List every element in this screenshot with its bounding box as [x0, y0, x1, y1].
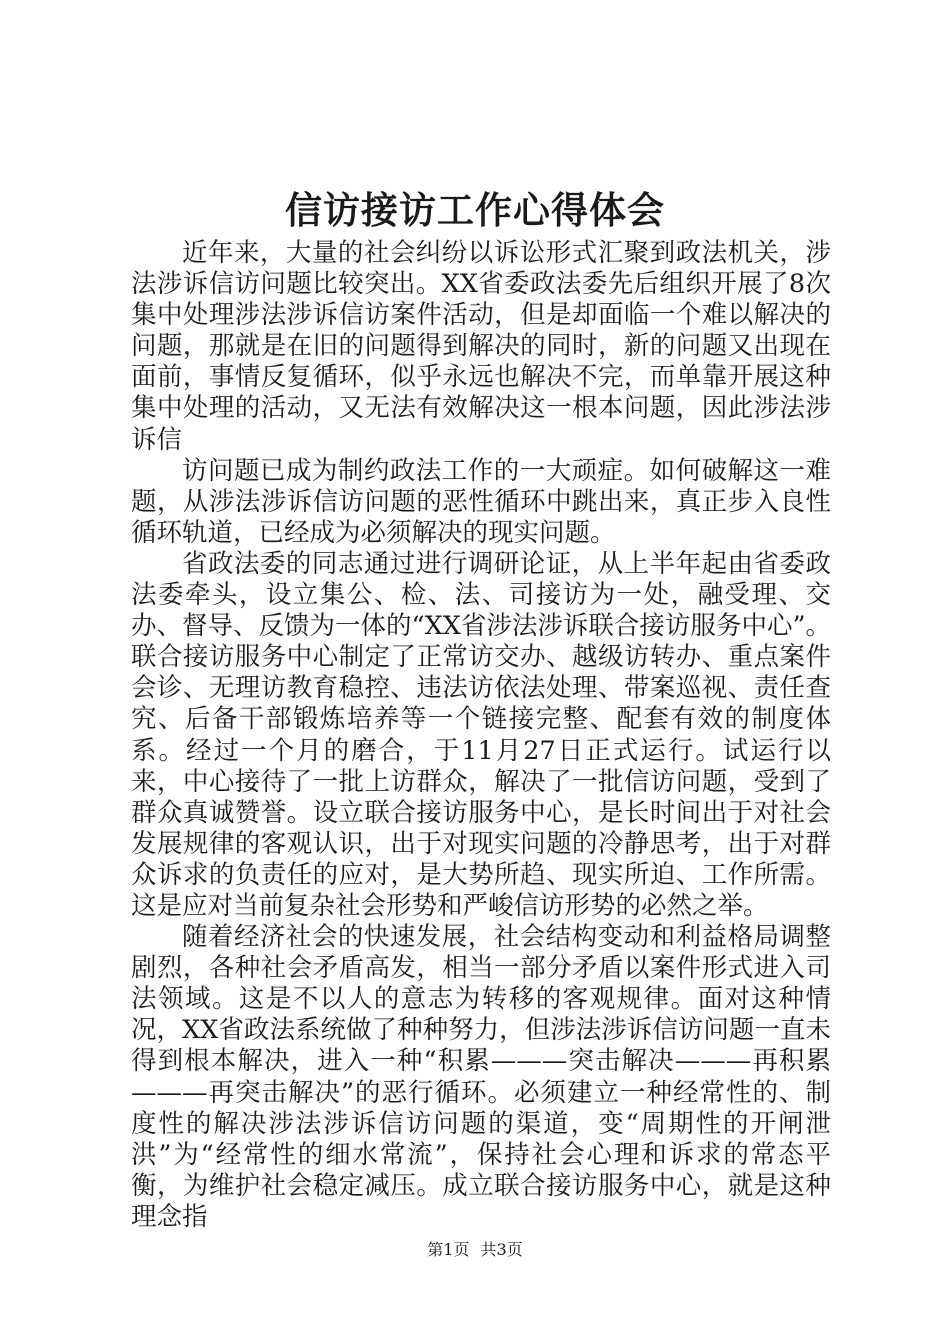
page-footer [0, 1239, 950, 1261]
document-title: 信访接访工作心得体会 [285, 188, 665, 232]
page-total: 共3页 [480, 1240, 523, 1259]
page-number: 第1页 [427, 1240, 470, 1259]
paragraph-4: 随着经济社会的快速发展，社会结构变动和利益格局调整剧烈，各种社会矛盾高发，相当一部分矛盾以案件形式进入司法领域。这是不以人的意志为转移的客观规律。面对这种情况，XX省政法系统做了种种努力，但涉法涉诉信访问题一直未得到根本解决，进入一种“积累———突击解决———再积累———再突击解决”的恶行循环。必须建立一种经常性的、制度性的解决涉法涉诉信访问题的渠道，变“周期性的开闸泄洪”为“经常性的细水常流”，保持社会心理和诉求的常态平衡，为维护社会稳定减压。成立联合接访服务中心，就是这种理念指 [131, 922, 831, 1232]
paragraph-2: 访问题已成为制约政法工作的一大顽症。如何破解这一难题，从涉法涉诉信访问题的恶性循环中跳出来，真正步入良性循环轨道，已经成为必须解决的现实问题。 [131, 455, 831, 548]
paragraph-1: 近年来，大量的社会纠纷以诉讼形式汇聚到政法机关，涉法涉诉信访问题比较突出。XX省委政法委先后组织开展了8次集中处理涉法涉诉信访案件活动，但是却面临一个难以解决的问题，那就是在旧的问题得到解决的同时，新的问题又出现在面前，事情反复循环，似乎永远也解决不完，而单靠开展这种集中处理的活动，又无法有效解决这一根本问题，因此涉法涉诉信 [131, 238, 831, 455]
document-body [131, 238, 831, 1233]
paragraph-3: 省政法委的同志通过进行调研论证，从上半年起由省委政法委牵头，设立集公、检、法、司接访为一处，融受理、交办、督导、反馈为一体的“XX省涉法涉诉联合接访服务中心”。联合接访服务中心制定了正常访交办、越级访转办、重点案件会诊、无理访教育稳控、违法访依法处理、带案巡视、责任查究、后备干部锻炼培养等一个链接完整、配套有效的制度体系。经过一个月的磨合，于11月27日正式运行。试运行以来，中心接待了一批上访群众，解决了一批信访问题，受到了群众真诚赞誉。设立联合接访服务中心，是长时间出于对社会发展规律的客观认识，出于对现实问题的冷静思考，出于对群众诉求的负责任的应对，是大势所趋、现实所迫、工作所需。这是应对当前复杂社会形势和严峻信访形势的必然之举。 [131, 548, 831, 921]
